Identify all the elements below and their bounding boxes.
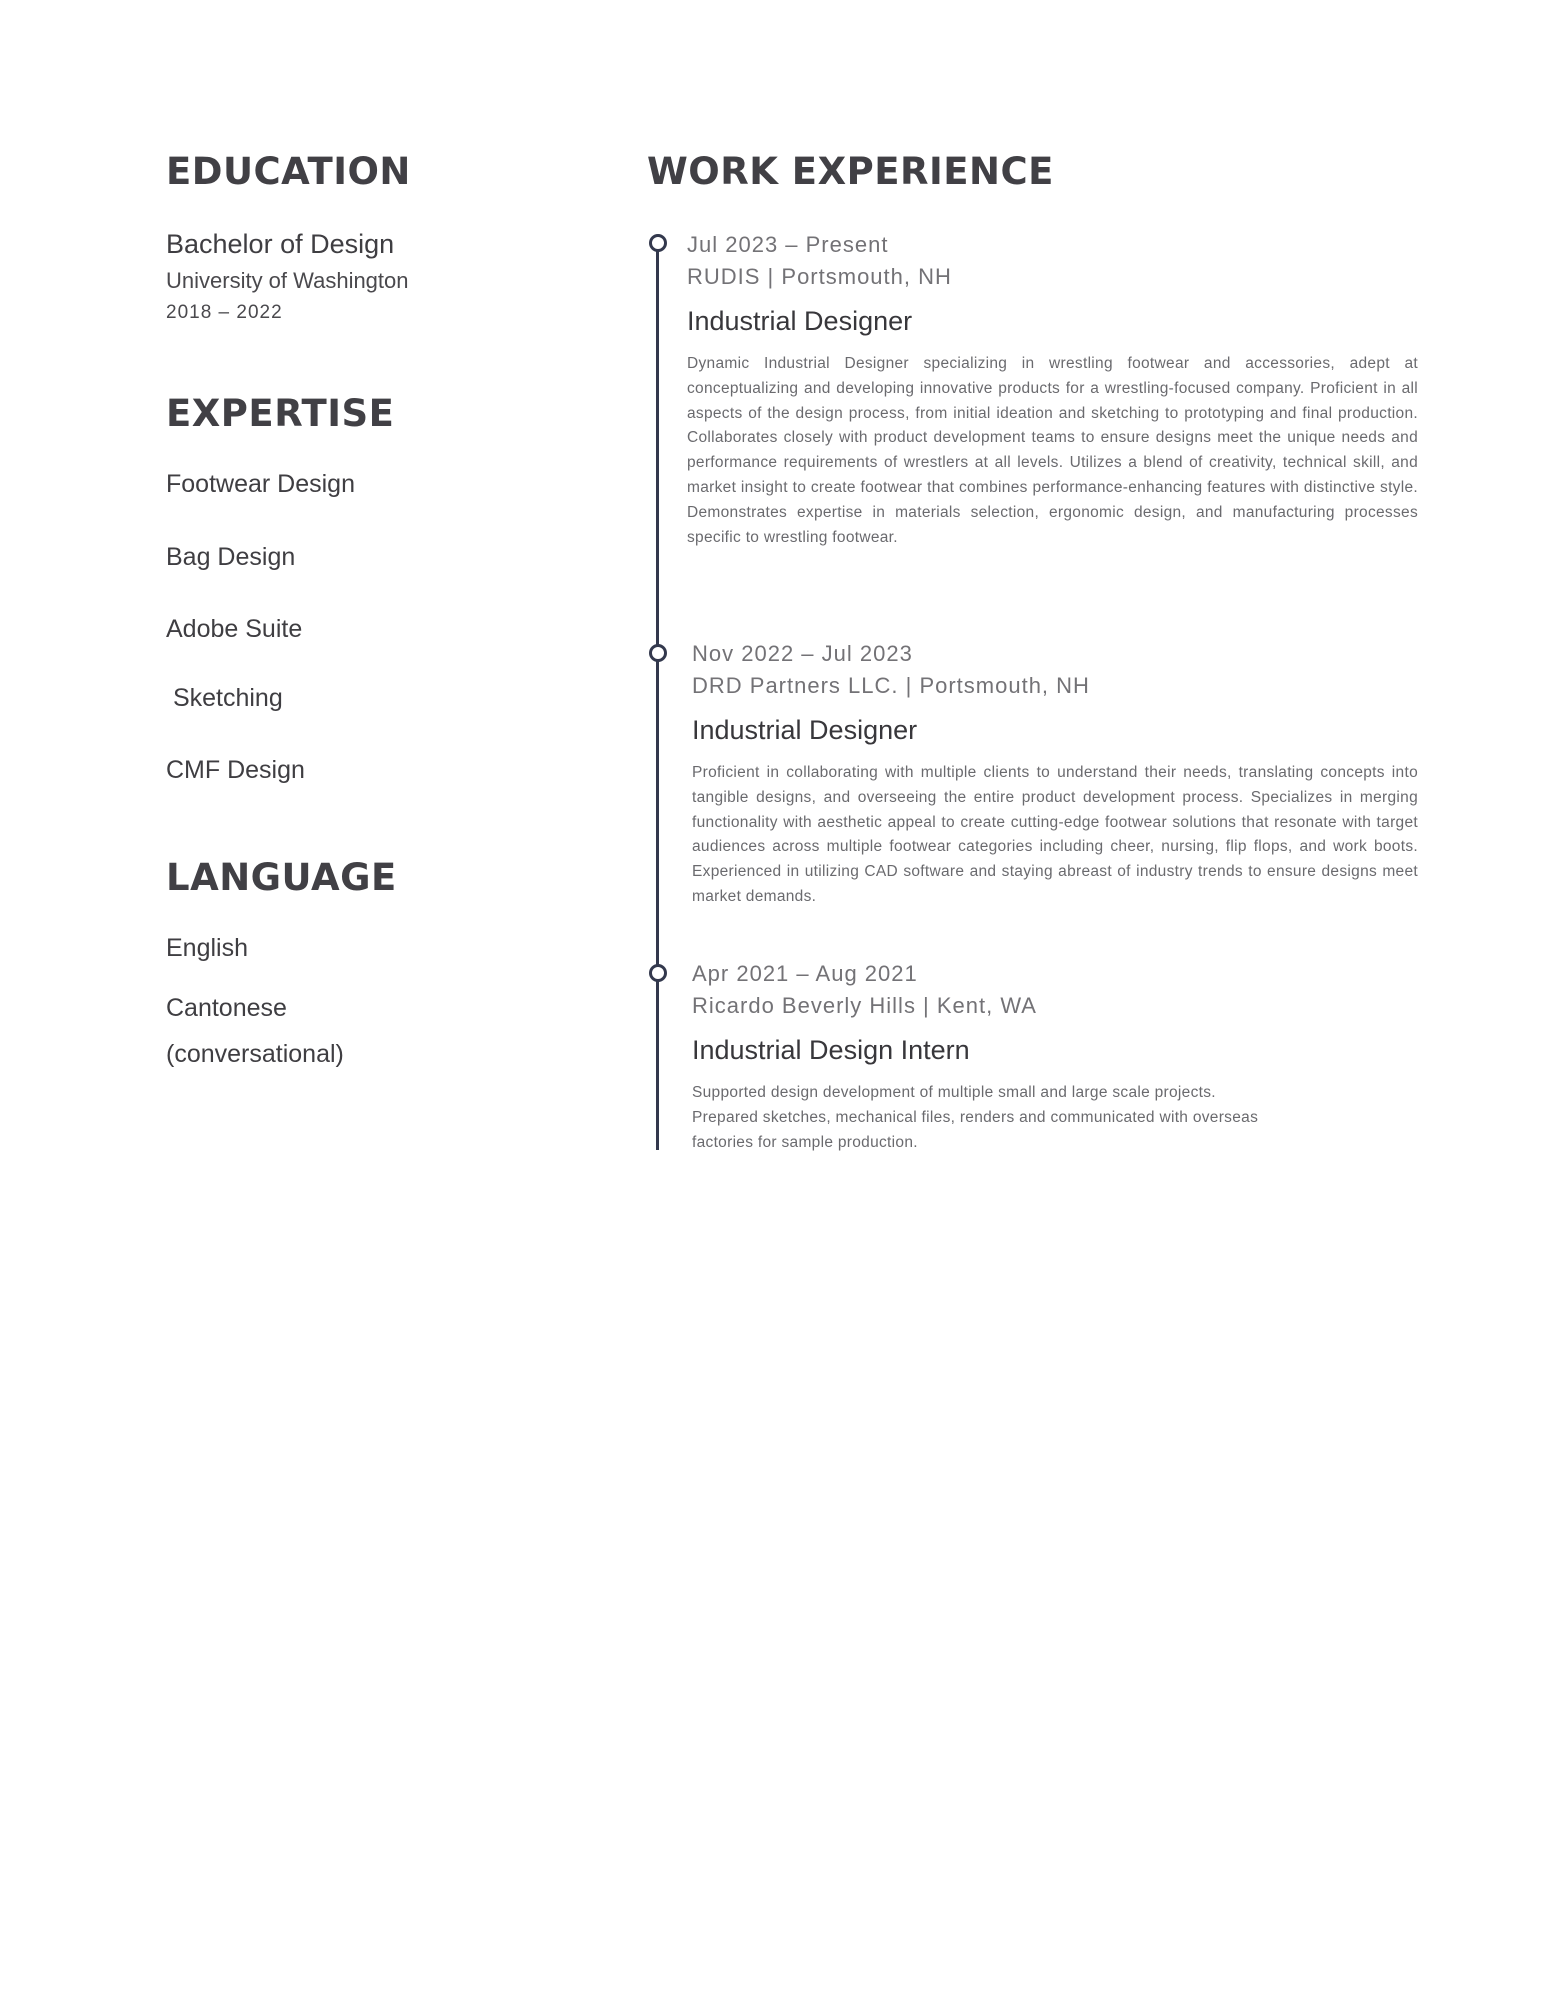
expertise-item: Adobe Suite [166,615,303,643]
expertise-heading: EXPERTISE [166,392,395,435]
job-dates: Nov 2022 – Jul 2023 [692,641,913,666]
job-company: Ricardo Beverly Hills | Kent, WA [692,993,1037,1018]
education-degree: Bachelor of Design [166,229,395,259]
job-dates: Jul 2023 – Present [687,232,889,257]
education-heading: EDUCATION [166,150,411,193]
language-item: (conversational) [166,1040,344,1068]
job-title: Industrial Designer [687,306,913,336]
language-item: English [166,934,248,962]
job-description: Proficient in collaborating with multiple clients to understand their needs, translating concepts into tangible designs, and overseeing the entire product development process. Specializes in merging functionality with aesthetic appeal to create cutting-edge footwear solutions that resonate with target audiences across multiple footwear categories including cheer, nursing, flip flops, and work boots. Experienced in utilizing CAD software and staying abreast of industry trends to ensure designs meet market demands. [692,764,1418,905]
timeline-dot-icon [649,234,667,252]
job-description [692,1081,1418,1155]
timeline-line [656,244,659,1150]
education-years: 2018 – 2022 [166,302,283,323]
job-description-line: factories for sample production. [692,1133,918,1151]
timeline-dot-icon [649,644,667,662]
expertise-item: Footwear Design [166,470,355,498]
job-title: Industrial Design Intern [692,1035,970,1065]
job-description-line: Prepared sketches, mechanical files, renders and communicated with overseas [692,1108,1259,1126]
timeline-dot-icon [649,964,667,982]
language-item: Cantonese [166,994,287,1022]
job-company: DRD Partners LLC. | Portsmouth, NH [692,673,1090,698]
job-dates: Apr 2021 – Aug 2021 [692,961,918,986]
language-heading: LANGUAGE [166,856,397,899]
expertise-item: Sketching [166,684,283,712]
job-title: Industrial Designer [692,715,918,745]
expertise-item: CMF Design [166,756,305,784]
work-experience-heading: WORK EXPERIENCE [647,150,1054,193]
job-entry [692,958,1418,1155]
job-description-line: Supported design development of multiple small and large scale projects. [692,1084,1216,1101]
job-entry [687,229,1418,550]
education-school: University of Washington [166,268,409,293]
job-description: Dynamic Industrial Designer specializing in wrestling footwear and accessories, adept at conceptualizing and developing innovative products for a wrestling-focused company. Proficient in all aspects of the design process, from initial ideation and sketching to prototyping and final production. Collaborates closely with product development teams to ensure designs meet the unique needs and performance requirements of wrestlers at all levels. Utilizes a blend of creativity, technical skill, and market insight to create footwear that combines performance-enhancing features with distinctive style. Demonstrates expertise in materials selection, ergonomic design, and manufacturing processes specific to wrestling footwear. [687,355,1418,546]
job-entry [692,638,1418,910]
job-company: RUDIS | Portsmouth, NH [687,264,952,289]
expertise-item: Bag Design [166,543,296,571]
